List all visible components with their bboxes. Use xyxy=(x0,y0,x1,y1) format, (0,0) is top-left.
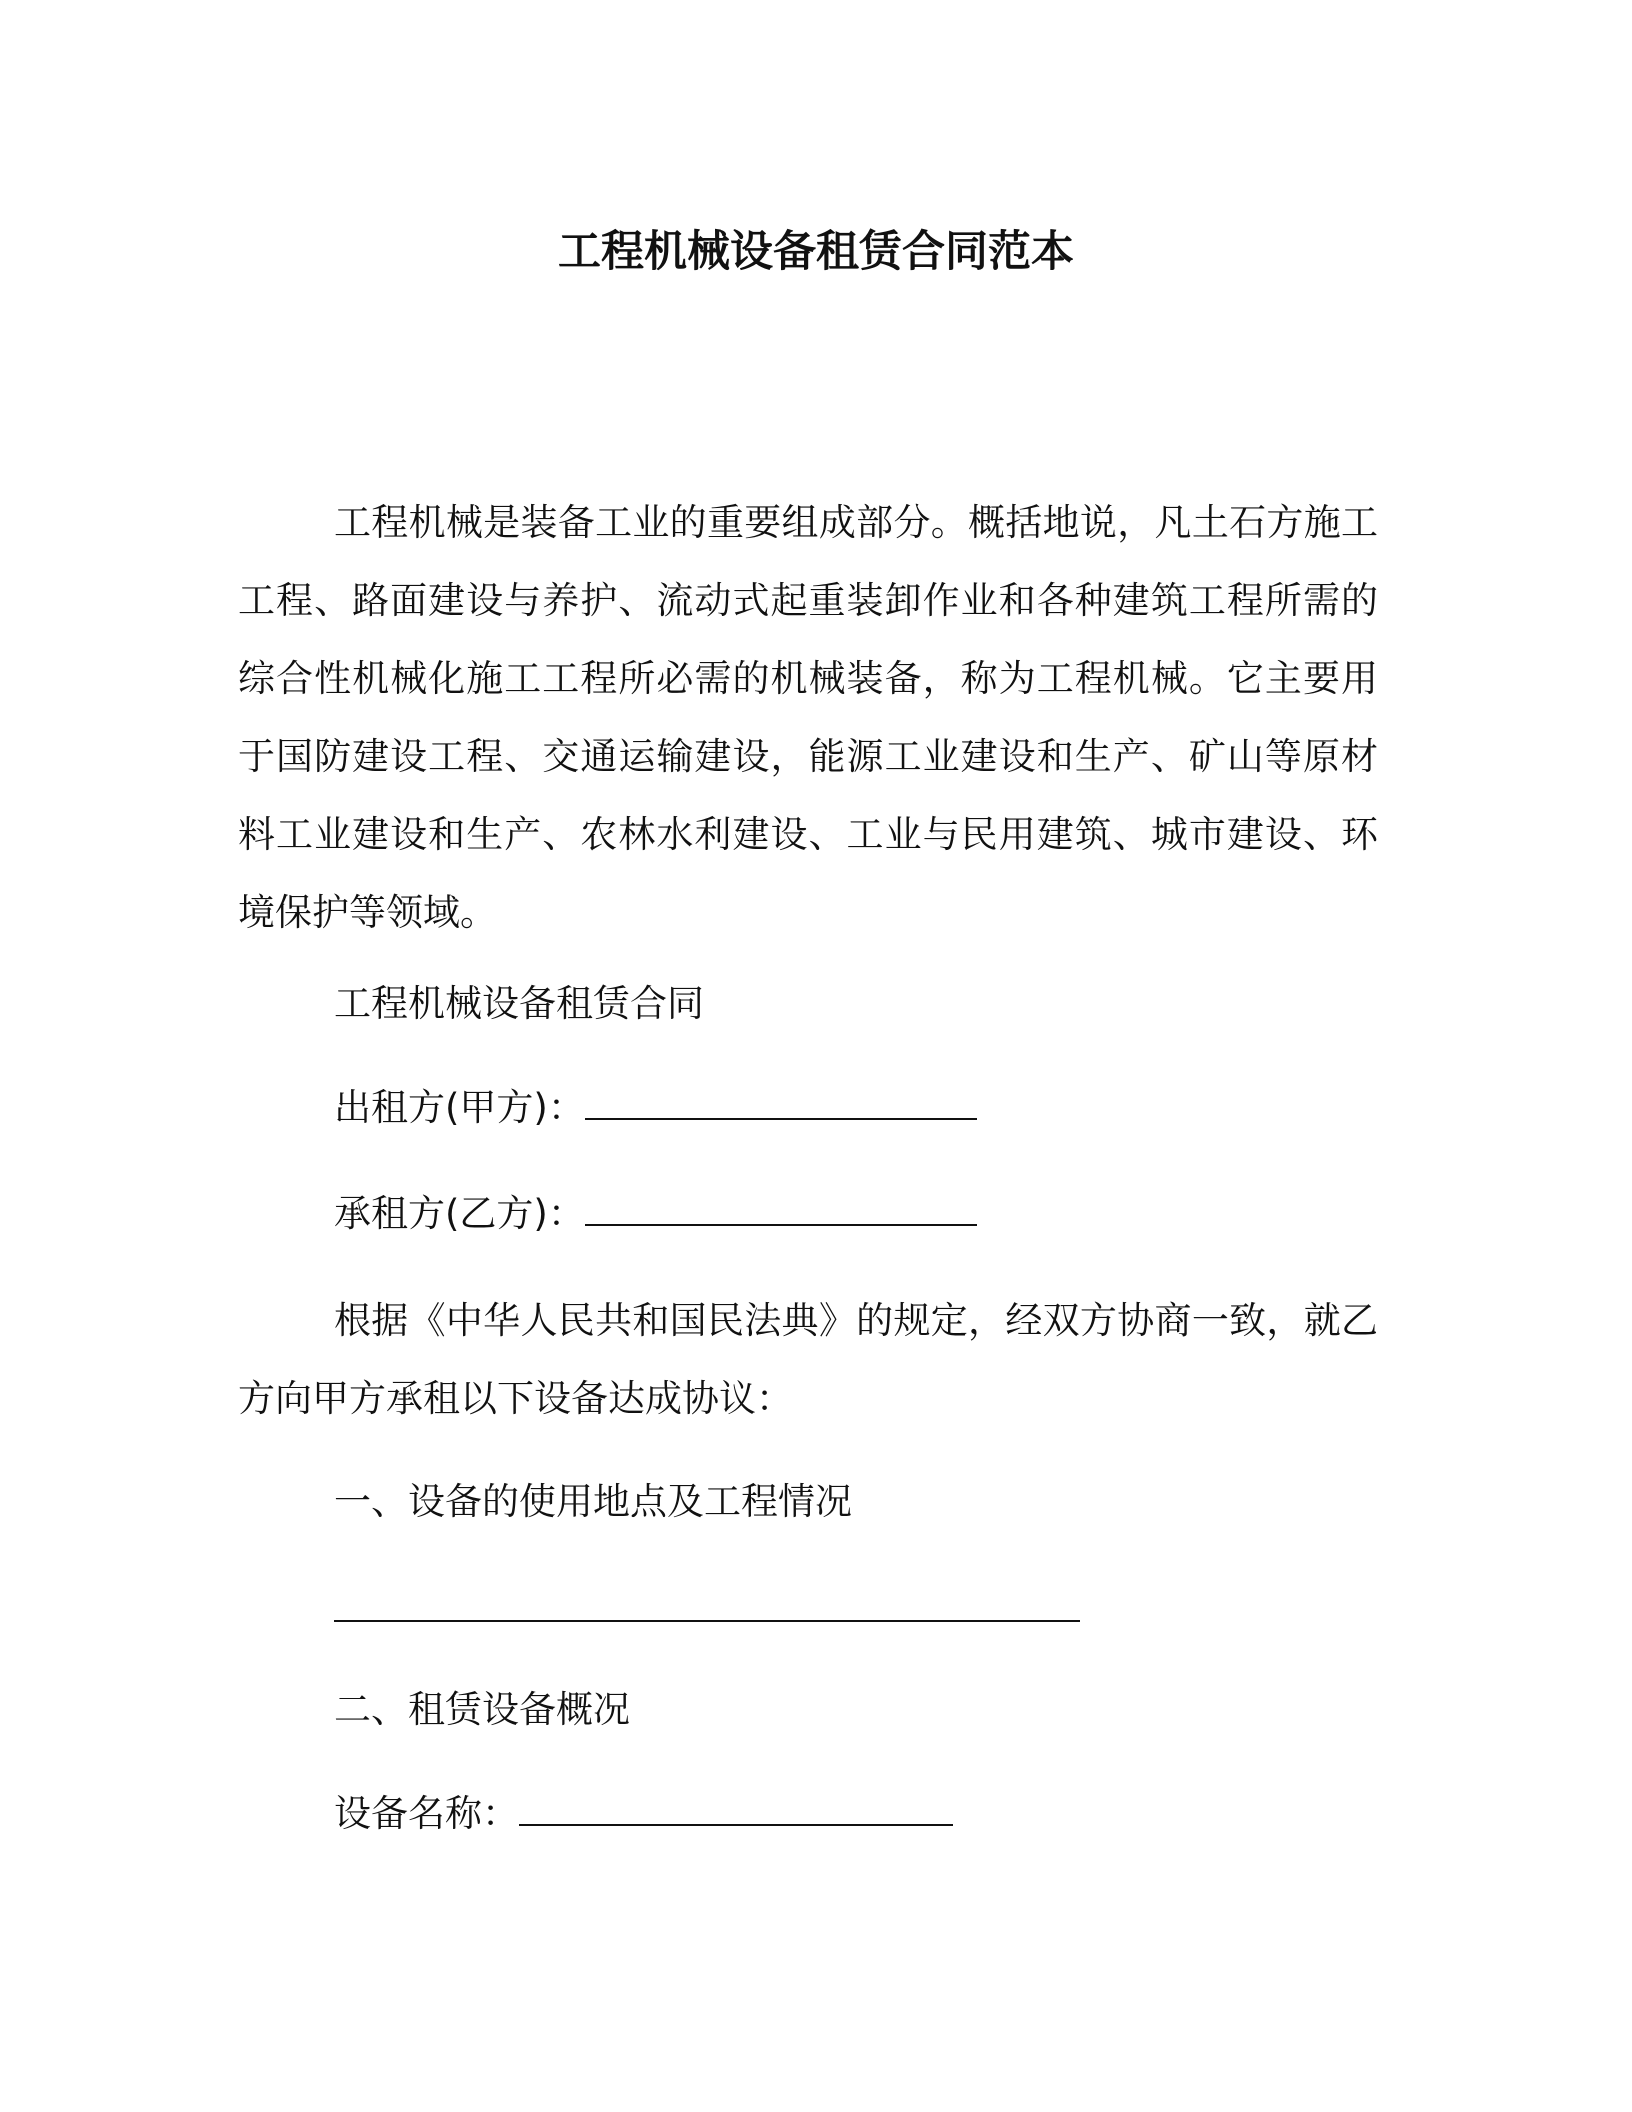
lessor-label: 出租方(甲方)： xyxy=(334,1086,585,1129)
lessee-label: 承租方(乙方)： xyxy=(334,1192,585,1235)
equipment-name-line xyxy=(334,1788,953,1840)
basis-paragraph: 根据《中华人民共和国民法典》的规定，经双方协商一致，就乙方向甲方承租以下设备达成协议： xyxy=(238,1299,1378,1420)
intro-paragraph: 工程机械是装备工业的重要组成部分。概括地说，凡土石方施工工程、路面建设与养护、流动式起重装卸作业和各种建筑工程所需的综合性机械化施工工程所必需的机械装备，称为工程机械。它主要用于国防建设工程、交通运输建设，能源工业建设和生产、矿山等原材料工业建设和生产、农林水利建设、工业与民用建筑、城市建设、环境保护等领域。 xyxy=(238,501,1378,934)
section-1-blank[interactable] xyxy=(334,1620,1080,1622)
section-1-heading: 一、设备的使用地点及工程情况 xyxy=(334,1480,852,1523)
section-2-heading: 二、租赁设备概况 xyxy=(334,1688,630,1731)
lessor-blank[interactable] xyxy=(585,1082,977,1120)
equipment-name-blank[interactable] xyxy=(519,1788,953,1826)
document-title: 工程机械设备租赁合同范本 xyxy=(558,227,1074,277)
lessor-line xyxy=(334,1082,977,1134)
contract-heading: 工程机械设备租赁合同 xyxy=(334,982,704,1025)
equipment-name-label: 设备名称： xyxy=(334,1792,519,1835)
lessee-line xyxy=(334,1188,977,1240)
lessee-blank[interactable] xyxy=(585,1188,977,1226)
